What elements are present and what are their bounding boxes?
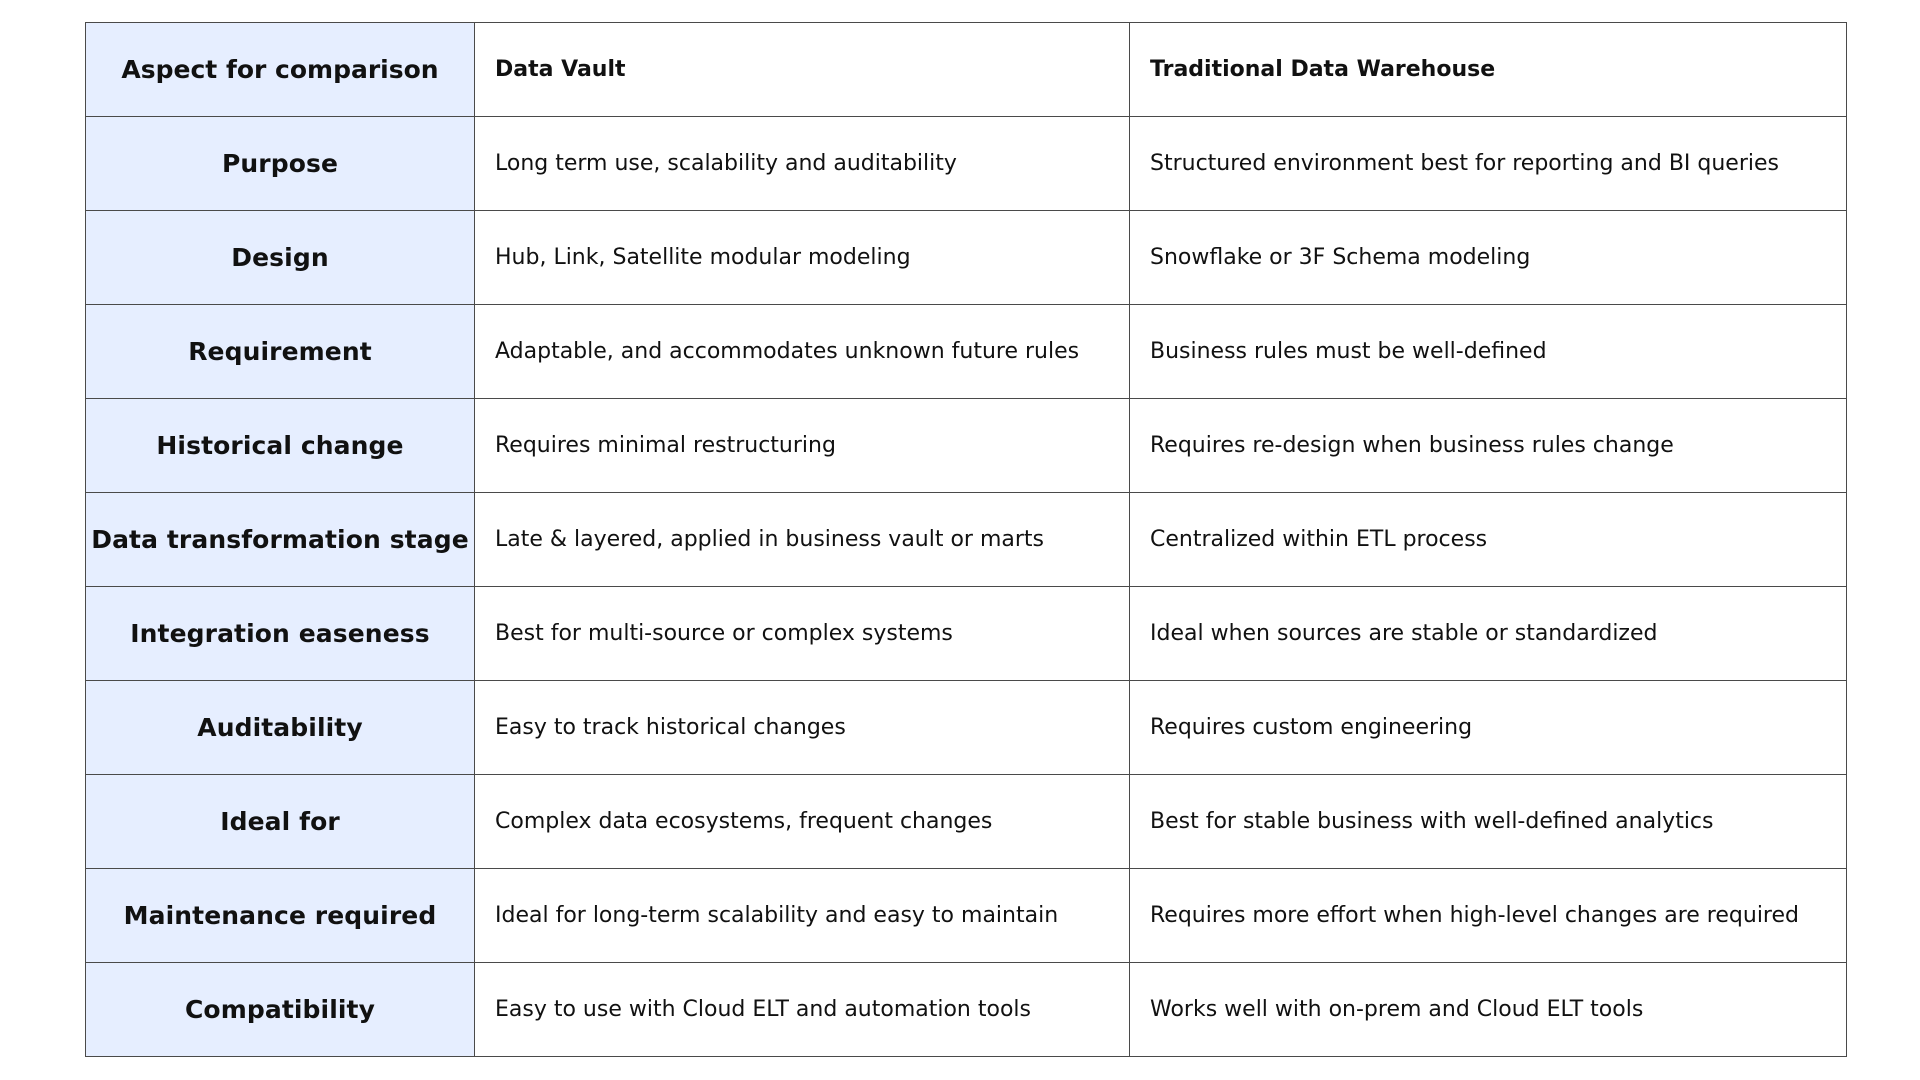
traditional-cell: Business rules must be well-defined bbox=[1130, 305, 1847, 399]
data-vault-cell: Easy to track historical changes bbox=[475, 681, 1130, 775]
traditional-cell: Requires custom engineering bbox=[1130, 681, 1847, 775]
aspect-cell: Requirement bbox=[86, 305, 475, 399]
traditional-cell: Centralized within ETL process bbox=[1130, 493, 1847, 587]
aspect-cell: Purpose bbox=[86, 117, 475, 211]
data-vault-cell: Easy to use with Cloud ELT and automation tools bbox=[475, 963, 1130, 1057]
data-vault-cell: Requires minimal restructuring bbox=[475, 399, 1130, 493]
aspect-cell: Maintenance required bbox=[86, 869, 475, 963]
aspect-cell: Compatibility bbox=[86, 963, 475, 1057]
data-vault-cell: Late & layered, applied in business vault or marts bbox=[475, 493, 1130, 587]
aspect-cell: Data transformation stage bbox=[86, 493, 475, 587]
table-header-row bbox=[86, 23, 1847, 117]
header-traditional-data-warehouse: Traditional Data Warehouse bbox=[1130, 23, 1847, 117]
traditional-cell: Requires re-design when business rules change bbox=[1130, 399, 1847, 493]
data-vault-cell: Hub, Link, Satellite modular modeling bbox=[475, 211, 1130, 305]
data-vault-cell: Long term use, scalability and auditability bbox=[475, 117, 1130, 211]
traditional-cell: Best for stable business with well-defined analytics bbox=[1130, 775, 1847, 869]
data-vault-cell: Best for multi-source or complex systems bbox=[475, 587, 1130, 681]
aspect-cell: Integration easeness bbox=[86, 587, 475, 681]
table-row bbox=[86, 211, 1847, 305]
table-row bbox=[86, 399, 1847, 493]
table-row bbox=[86, 681, 1847, 775]
table-row bbox=[86, 869, 1847, 963]
table-row bbox=[86, 775, 1847, 869]
traditional-cell: Requires more effort when high-level changes are required bbox=[1130, 869, 1847, 963]
header-data-vault: Data Vault bbox=[475, 23, 1130, 117]
data-vault-cell: Ideal for long-term scalability and easy to maintain bbox=[475, 869, 1130, 963]
aspect-cell: Ideal for bbox=[86, 775, 475, 869]
table-row bbox=[86, 117, 1847, 211]
data-vault-cell: Adaptable, and accommodates unknown future rules bbox=[475, 305, 1130, 399]
traditional-cell: Ideal when sources are stable or standardized bbox=[1130, 587, 1847, 681]
aspect-cell: Auditability bbox=[86, 681, 475, 775]
traditional-cell: Structured environment best for reporting and BI queries bbox=[1130, 117, 1847, 211]
aspect-cell: Design bbox=[86, 211, 475, 305]
table-row bbox=[86, 587, 1847, 681]
table-row bbox=[86, 963, 1847, 1057]
table-row bbox=[86, 493, 1847, 587]
table-row bbox=[86, 305, 1847, 399]
aspect-cell: Historical change bbox=[86, 399, 475, 493]
header-aspect: Aspect for comparison bbox=[86, 23, 475, 117]
traditional-cell: Snowflake or 3F Schema modeling bbox=[1130, 211, 1847, 305]
traditional-cell: Works well with on-prem and Cloud ELT tools bbox=[1130, 963, 1847, 1057]
comparison-table bbox=[85, 22, 1847, 1057]
data-vault-cell: Complex data ecosystems, frequent changes bbox=[475, 775, 1130, 869]
